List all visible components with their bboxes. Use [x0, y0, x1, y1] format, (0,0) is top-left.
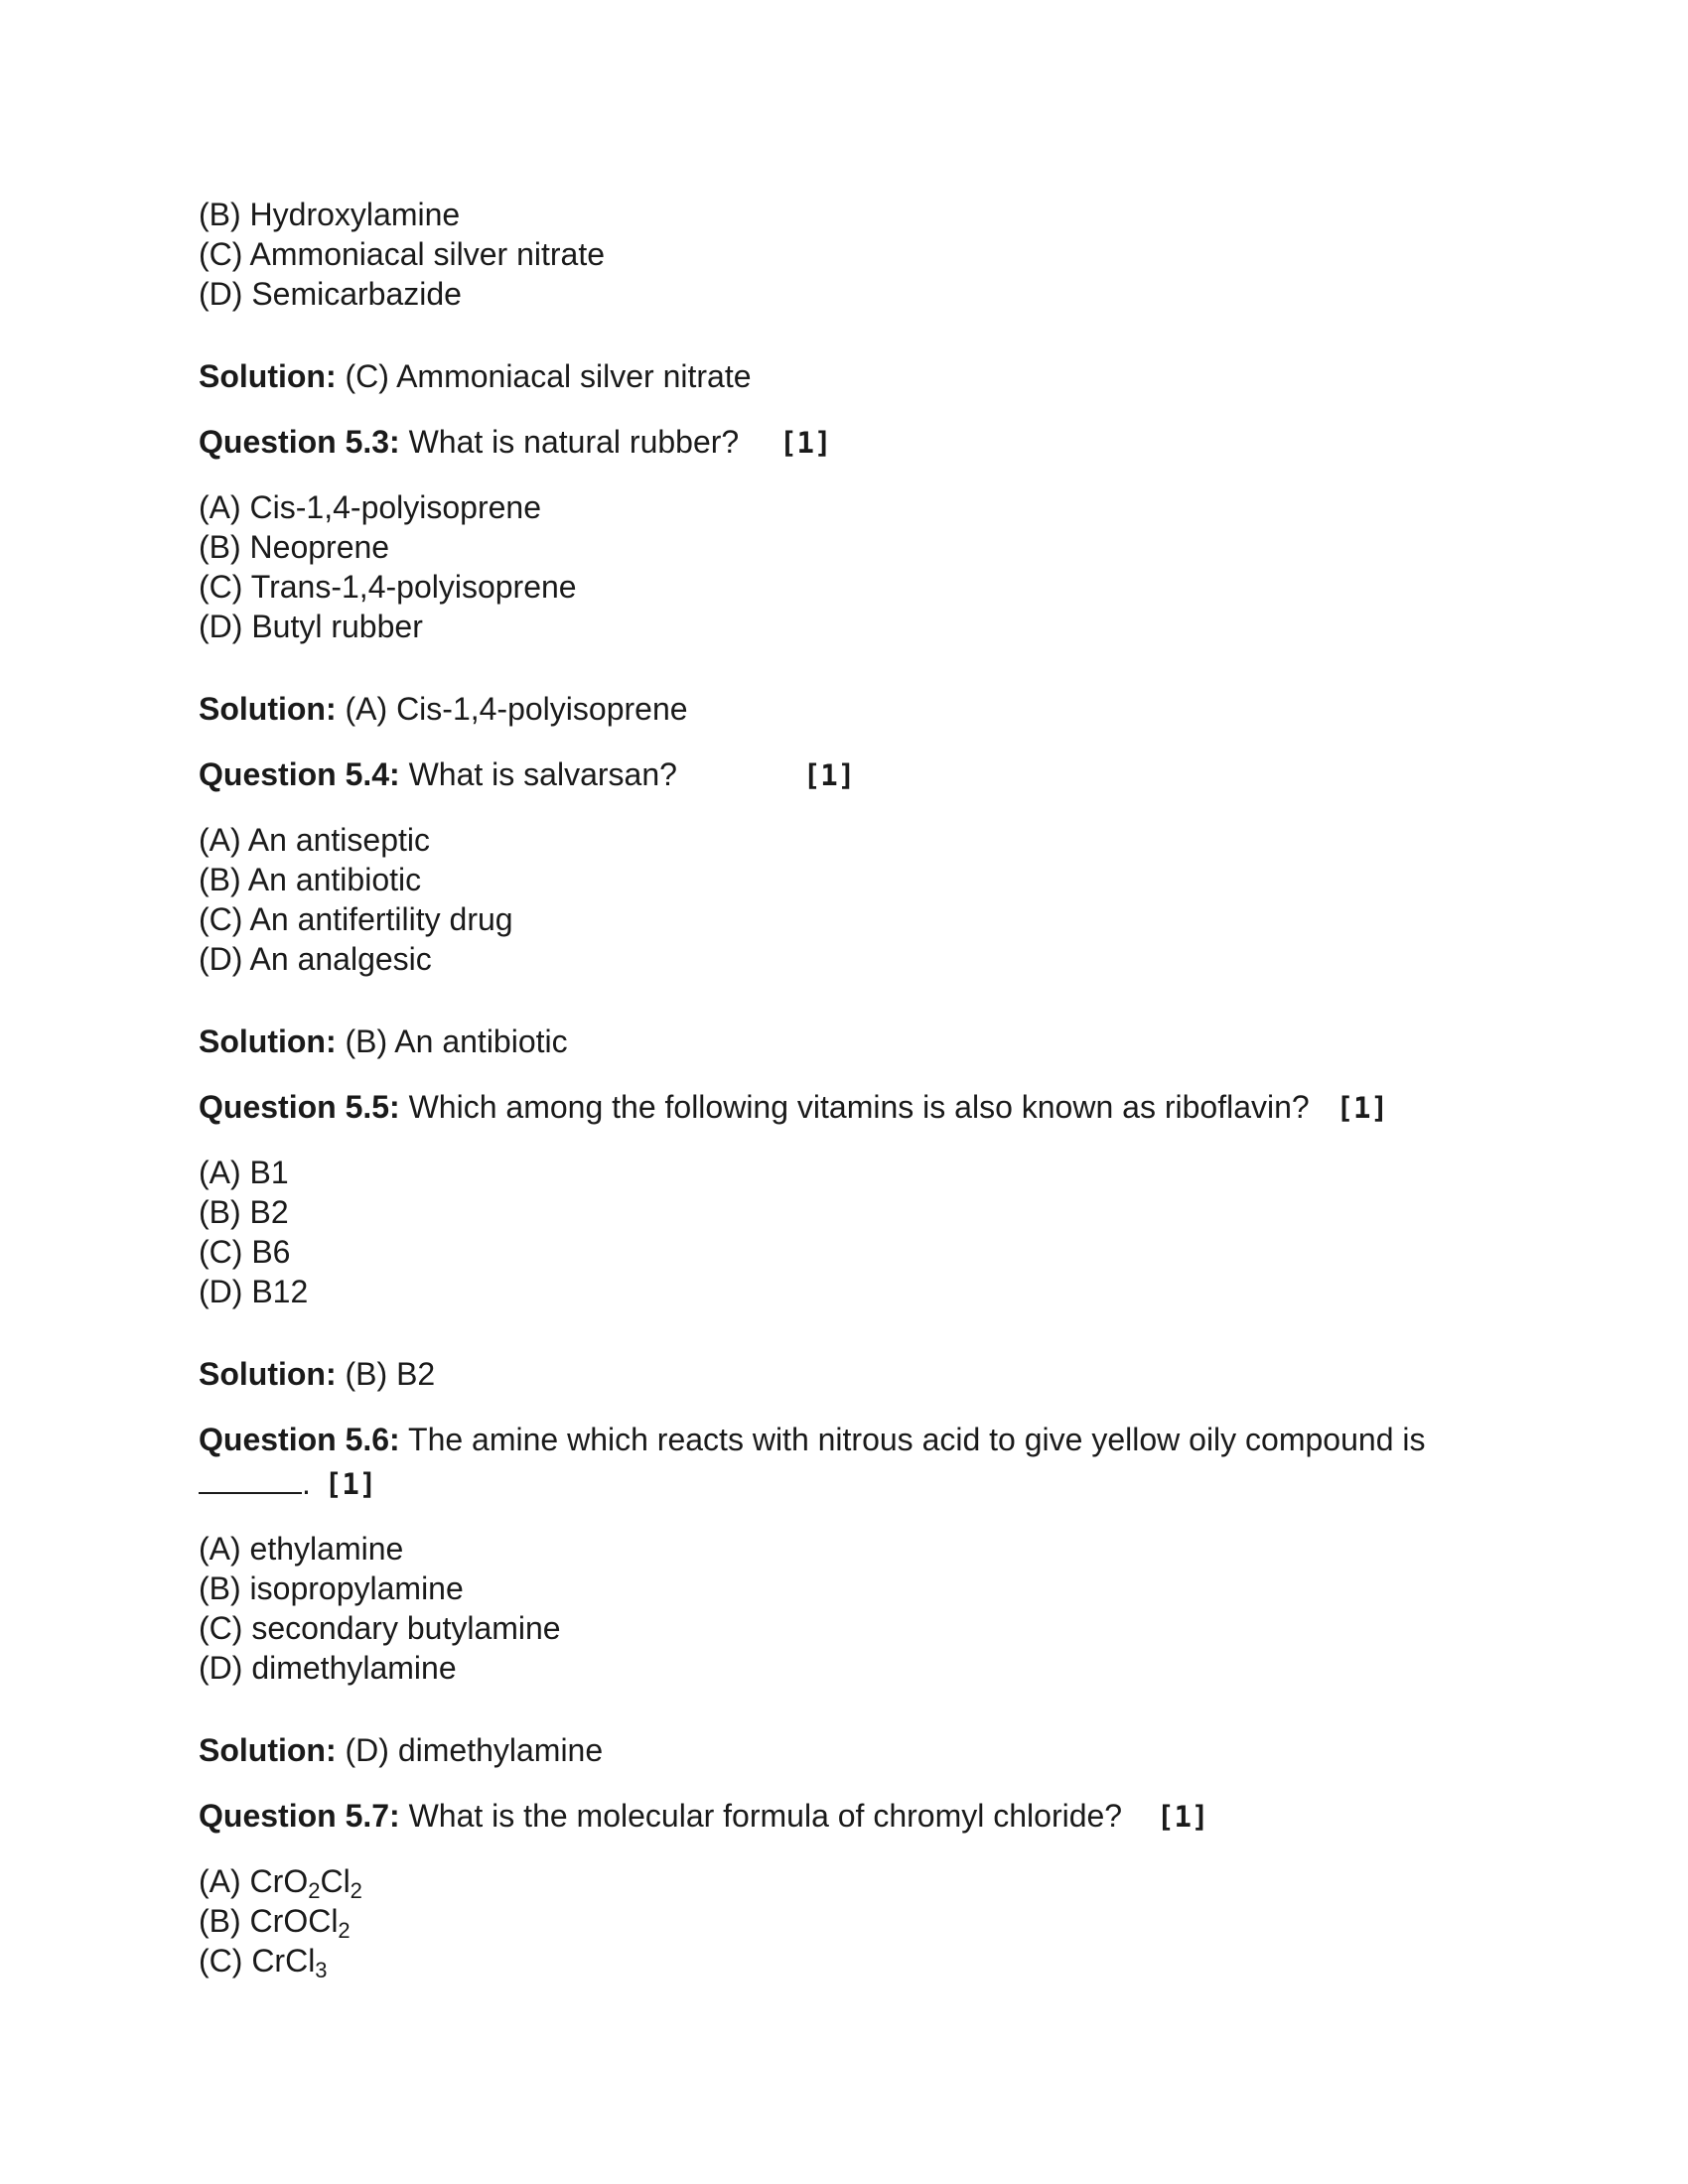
question-text: Which among the following vitamins is also known as riboflavin? — [408, 1089, 1310, 1125]
option-item: (A) ethylamine — [199, 1531, 404, 1567]
marks-badge: [1] — [1336, 1091, 1388, 1125]
option-item: (B) isopropylamine — [199, 1570, 464, 1606]
question-text: What is the molecular formula of chromyl chloride? — [408, 1798, 1123, 1834]
q53-solution — [199, 689, 1529, 729]
option-item: (A) B1 — [199, 1155, 289, 1190]
option-item: (C) Trans-1,4-polyisoprene — [199, 569, 577, 605]
q55-options — [199, 1153, 1529, 1311]
option-item: (D) Semicarbazide — [199, 276, 462, 312]
solution-label: Solution: — [199, 358, 337, 394]
q52-solution — [199, 356, 1529, 396]
option-item: (C) CrCl$_3$ — [199, 1943, 328, 1982]
blank-suffix: . — [302, 1465, 311, 1501]
option-item: (D) An analgesic — [199, 941, 432, 977]
q56-options — [199, 1529, 1529, 1688]
question-text: What is salvarsan? — [408, 756, 677, 792]
question-5-7 — [199, 1796, 1529, 1837]
q53-options — [199, 487, 1529, 646]
question-label: Question 5.6: — [199, 1422, 400, 1457]
option-item: (B) CrOCl$_2$ — [199, 1903, 351, 1943]
question-label: Question 5.3: — [199, 424, 400, 460]
question-5-3 — [199, 422, 1529, 463]
question-label: Question 5.7: — [199, 1798, 400, 1834]
option-item: (B) Hydroxylamine — [199, 197, 461, 232]
document-page — [199, 195, 1529, 1980]
option-item: (A) $CrO_2Cl_2$ — [199, 1863, 362, 1903]
solution-text: (B) B2 — [345, 1356, 436, 1392]
option-item: (D) Butyl rubber — [199, 609, 423, 644]
question-text: What is natural rubber? — [408, 424, 740, 460]
option-item: (B) B2 — [199, 1194, 289, 1230]
marks-badge: [1] — [802, 758, 856, 792]
question-5-5 — [199, 1087, 1529, 1128]
solution-text: (C) Ammoniacal silver nitrate — [345, 358, 752, 394]
option-item: (B) An antibiotic — [199, 862, 422, 897]
solution-label: Solution: — [199, 691, 337, 727]
solution-text: (A) Cis-1,4-polyisoprene — [345, 691, 688, 727]
option-item: (C) B6 — [199, 1234, 291, 1270]
question-label: Question 5.4: — [199, 756, 400, 792]
marks-badge: [1] — [779, 426, 832, 460]
question-line-1 — [199, 1420, 1529, 1459]
option-item: (A) Cis-1,4-polyisoprene — [199, 489, 542, 525]
solution-text: (D) dimethylamine — [345, 1732, 604, 1768]
fill-in-blank — [199, 1484, 302, 1494]
option-item: (C) An antifertility drug — [199, 901, 513, 937]
question-5-6 — [199, 1420, 1529, 1504]
solution-label: Solution: — [199, 1732, 337, 1768]
marks-badge: [1] — [324, 1467, 377, 1501]
solution-label: Solution: — [199, 1024, 337, 1059]
question-label: Question 5.5: — [199, 1089, 400, 1125]
option-item: (A) An antiseptic — [199, 822, 430, 858]
question-5-4 — [199, 754, 1529, 795]
solution-label: Solution: — [199, 1356, 337, 1392]
q54-solution — [199, 1022, 1529, 1061]
q52-options — [199, 195, 1529, 314]
q55-solution — [199, 1354, 1529, 1394]
option-item: (C) Ammoniacal silver nitrate — [199, 236, 605, 272]
marks-badge: [1] — [1156, 1800, 1209, 1834]
q54-options — [199, 820, 1529, 979]
option-item: (D) dimethylamine — [199, 1650, 457, 1686]
option-item: (C) secondary butylamine — [199, 1610, 561, 1646]
question-line-2 — [199, 1463, 1529, 1504]
option-item: (B) Neoprene — [199, 529, 390, 565]
question-text: The amine which reacts with nitrous acid to give yellow oily compound is — [408, 1422, 1426, 1457]
q57-options — [199, 1861, 1529, 1980]
solution-text: (B) An antibiotic — [345, 1024, 568, 1059]
option-item: (D) B12 — [199, 1274, 309, 1309]
q56-solution — [199, 1730, 1529, 1770]
